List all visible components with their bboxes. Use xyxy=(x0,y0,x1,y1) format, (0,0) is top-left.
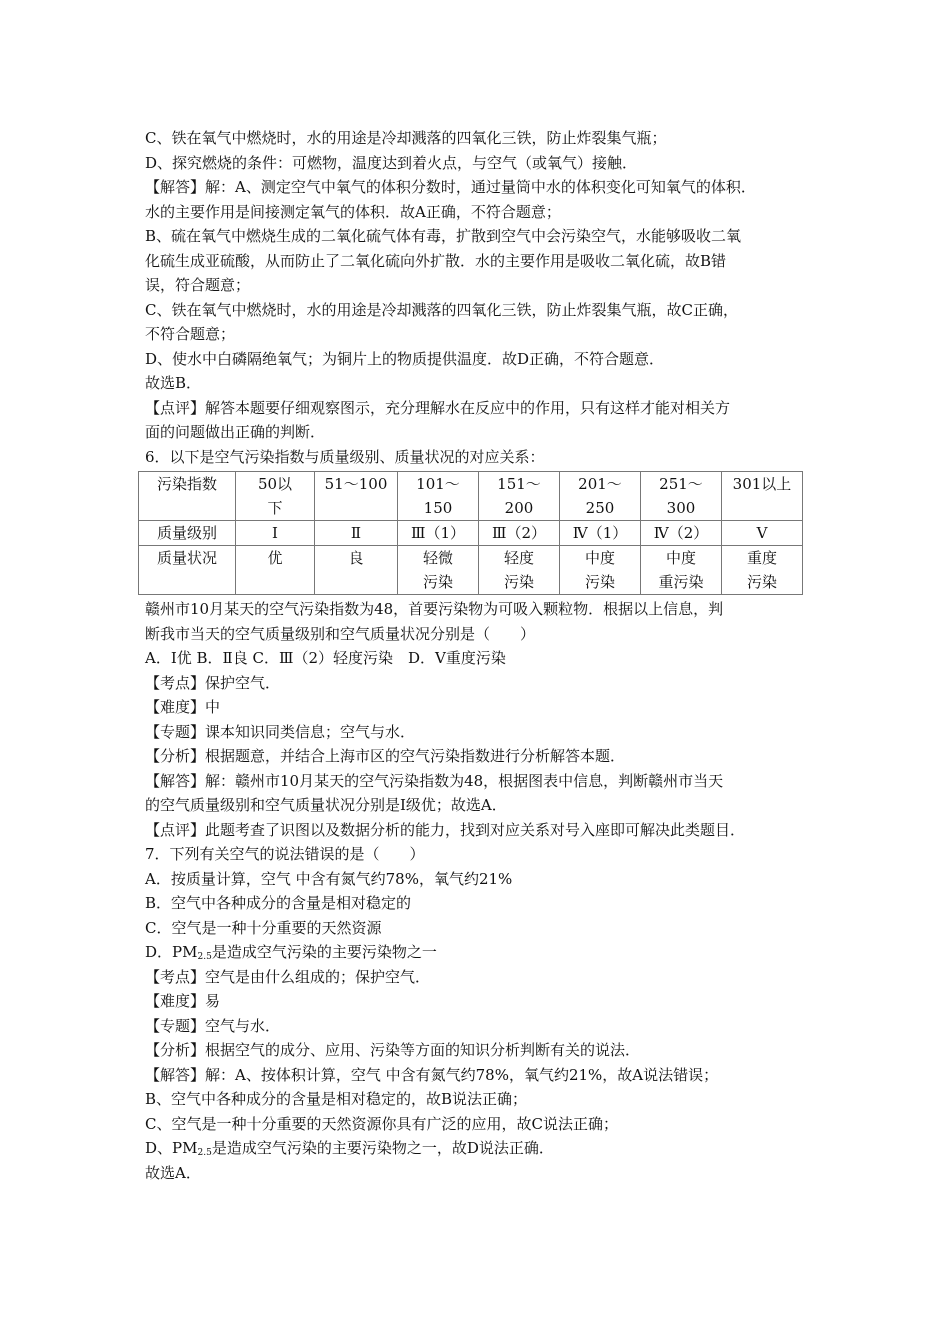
paragraph-block-bottom xyxy=(145,965,825,1186)
text-line: C、铁在氧气中燃烧时，水的用途是冷却溅落的四氧化三铁，防止炸裂集气瓶，故C正确， xyxy=(145,300,738,319)
text-line: 【点评】此题考查了识图以及数据分析的能力，找到对应关系对号入座即可解决此类题目． xyxy=(145,820,746,839)
text-line: 的空气质量级别和空气质量状况分别是Ⅰ级优；故选A． xyxy=(145,796,507,814)
text-line: 【考点】空气是由什么组成的；保护空气． xyxy=(145,967,431,986)
table-cell: 质量级别 xyxy=(139,521,236,546)
text-line: 【专题】课本知识同类信息；空气与水． xyxy=(145,722,416,741)
text-line: A．按质量计算，空气 中含有氮气约78%，氧气约21% xyxy=(145,869,513,888)
paragraph-block-middle xyxy=(145,597,825,965)
table-cell: Ⅰ xyxy=(236,521,315,546)
cell-text: 下 xyxy=(267,499,283,517)
cell-text: 200 xyxy=(504,499,534,517)
cell-text: 轻度 xyxy=(503,549,534,567)
cell-text: 300 xyxy=(666,499,696,517)
table-row-status xyxy=(139,546,803,595)
cell-text: 中度 xyxy=(584,549,615,567)
text-line: 误，符合题意； xyxy=(145,276,251,294)
table-row-index xyxy=(139,472,803,521)
cell-text: 污染 xyxy=(503,573,534,591)
cell-text: 质量状况 xyxy=(156,549,217,567)
text-line: 【解答】解：赣州市10月某天的空气污染指数为48，根据图表中信息，判断赣州市当天 xyxy=(145,771,724,790)
text-line: C、空气是一种十分重要的天然资源你具有广泛的应用，故C说法正确； xyxy=(145,1114,618,1133)
table-cell xyxy=(139,472,236,521)
text-line: 化硫生成亚硫酸，从而防止了二氧化硫向外扩散．水的主要作用是吸收二氧化硫，故B错 xyxy=(145,251,727,270)
table-cell xyxy=(315,546,398,595)
cell-text: 污染 xyxy=(746,573,777,591)
air-quality-table xyxy=(138,471,803,595)
question-7-stem: 7．下列有关空气的说法错误的是（ ） xyxy=(145,845,425,863)
cell-text: 污染 xyxy=(422,573,453,591)
table-cell: Ⅲ（2） xyxy=(479,521,560,546)
cell-text: 151～ xyxy=(497,475,541,493)
cell-text: 251～ xyxy=(659,475,703,493)
table-cell xyxy=(139,546,236,595)
text-line: C．空气是一种十分重要的天然资源 xyxy=(145,918,382,937)
table-cell xyxy=(641,546,722,595)
text-line: B、硫在氧气中燃烧生成的二氧化硫气体有毒，扩散到空气中会污染空气，水能够吸收二氧 xyxy=(145,227,742,245)
cell-text: 201～ xyxy=(578,475,622,493)
cell-text: 重污染 xyxy=(658,573,704,591)
text-line: 断我市当天的空气质量级别和空气质量状况分别是（ ） xyxy=(145,624,536,643)
text-line: 水的主要作用是间接测定氧气的体积．故A正确，不符合题意； xyxy=(145,202,561,221)
line-part: D、PM xyxy=(145,1139,198,1157)
text-line: 赣州市10月某天的空气污染指数为48，首要污染物为可吸入颗粒物．根据以上信息，判 xyxy=(145,600,724,618)
table-cell xyxy=(560,546,641,595)
text-line: 【专题】空气与水． xyxy=(145,1016,281,1035)
table-row-level xyxy=(139,521,803,546)
text-line: 【分析】根据题意，并结合上海市区的空气污染指数进行分析解答本题． xyxy=(145,747,626,765)
table-cell xyxy=(236,546,315,595)
text-line: D、探究燃烧的条件：可燃物，温度达到着火点，与空气（或氧气）接触． xyxy=(145,153,638,172)
table-cell xyxy=(641,472,722,521)
line-part: 是造成空气污染的主要污染物之一 xyxy=(211,943,437,961)
text-line: 面的问题做出正确的判断． xyxy=(145,423,326,441)
cell-text: 污染指数 xyxy=(156,475,217,493)
paragraph-block-top xyxy=(145,126,825,469)
cell-text: 51～100 xyxy=(324,475,388,493)
table-cell xyxy=(722,546,803,595)
table-cell: Ⅳ（2） xyxy=(641,521,722,546)
subscript: 2.5 xyxy=(197,1148,212,1158)
table-cell xyxy=(560,472,641,521)
table-cell: Ⅴ xyxy=(722,521,803,546)
line-part: D．PM xyxy=(145,943,198,961)
text-line: 【难度】易 xyxy=(145,992,221,1010)
text-line: 不符合题意； xyxy=(145,325,236,343)
answer-options: A．Ⅰ优 B．Ⅱ良 C．Ⅲ（2）轻度污染 D．Ⅴ重度污染 xyxy=(145,649,506,667)
text-line: B、空气中各种成分的含量是相对稳定的，故B说法正确； xyxy=(145,1090,528,1108)
table-cell xyxy=(236,472,315,521)
cell-text: 污染 xyxy=(584,573,615,591)
text-line: C、铁在氧气中燃烧时，水的用途是冷却溅落的四氧化三铁，防止炸裂集气瓶； xyxy=(145,129,667,147)
question-6-stem: 6．以下是空气污染指数与质量级别、质量状况的对应关系： xyxy=(145,447,545,466)
table-cell: Ⅳ（1） xyxy=(560,521,641,546)
table-cell xyxy=(479,472,560,521)
text-line: 【分析】根据空气的成分、应用、污染等方面的知识分析判断有关的说法． xyxy=(145,1041,641,1059)
cell-text: 250 xyxy=(585,499,615,517)
cell-text: 重度 xyxy=(746,549,777,567)
table-cell xyxy=(398,546,479,595)
text-line: 【解答】解：A、测定空气中氧气的体积分数时，通过量筒中水的体积变化可知氧气的体积． xyxy=(145,178,756,196)
text-line: D、使水中白磷隔绝氧气；为铜片上的物质提供温度．故D正确，不符合题意． xyxy=(145,349,665,368)
text-line: 【难度】中 xyxy=(145,698,221,716)
table-cell xyxy=(722,472,803,521)
table-cell xyxy=(315,472,398,521)
text-line: 【考点】保护空气． xyxy=(145,673,281,692)
cell-text: 良 xyxy=(348,549,364,567)
text-line: 故选A． xyxy=(145,1163,201,1182)
text-line: 【点评】解答本题要仔细观察图示，充分理解水在反应中的作用，只有这样才能对相关方 xyxy=(145,398,731,417)
cell-text: 101～ xyxy=(416,475,460,493)
table-cell: Ⅱ xyxy=(315,521,398,546)
cell-text: 中度 xyxy=(665,549,696,567)
table-cell xyxy=(479,546,560,595)
cell-text: 301以上 xyxy=(732,475,792,493)
text-line: 【解答】解：A、按体积计算，空气 中含有氮气约78%，氧气约21%，故A说法错误； xyxy=(145,1065,719,1084)
table-cell: Ⅲ（1） xyxy=(398,521,479,546)
cell-text: 轻微 xyxy=(422,549,453,567)
document-page xyxy=(145,126,825,1185)
text-line: B．空气中各种成分的含量是相对稳定的 xyxy=(145,894,412,912)
subscript: 2.5 xyxy=(197,952,212,962)
text-line: 故选B． xyxy=(145,374,202,392)
cell-text: 优 xyxy=(267,549,283,567)
table-cell xyxy=(398,472,479,521)
text-line xyxy=(145,940,825,965)
cell-text: 50以 xyxy=(257,475,293,493)
cell-text: 150 xyxy=(423,499,453,517)
line-part: 是造成空气污染的主要污染物之一，故D说法正确． xyxy=(211,1139,554,1157)
text-line xyxy=(145,1136,825,1161)
